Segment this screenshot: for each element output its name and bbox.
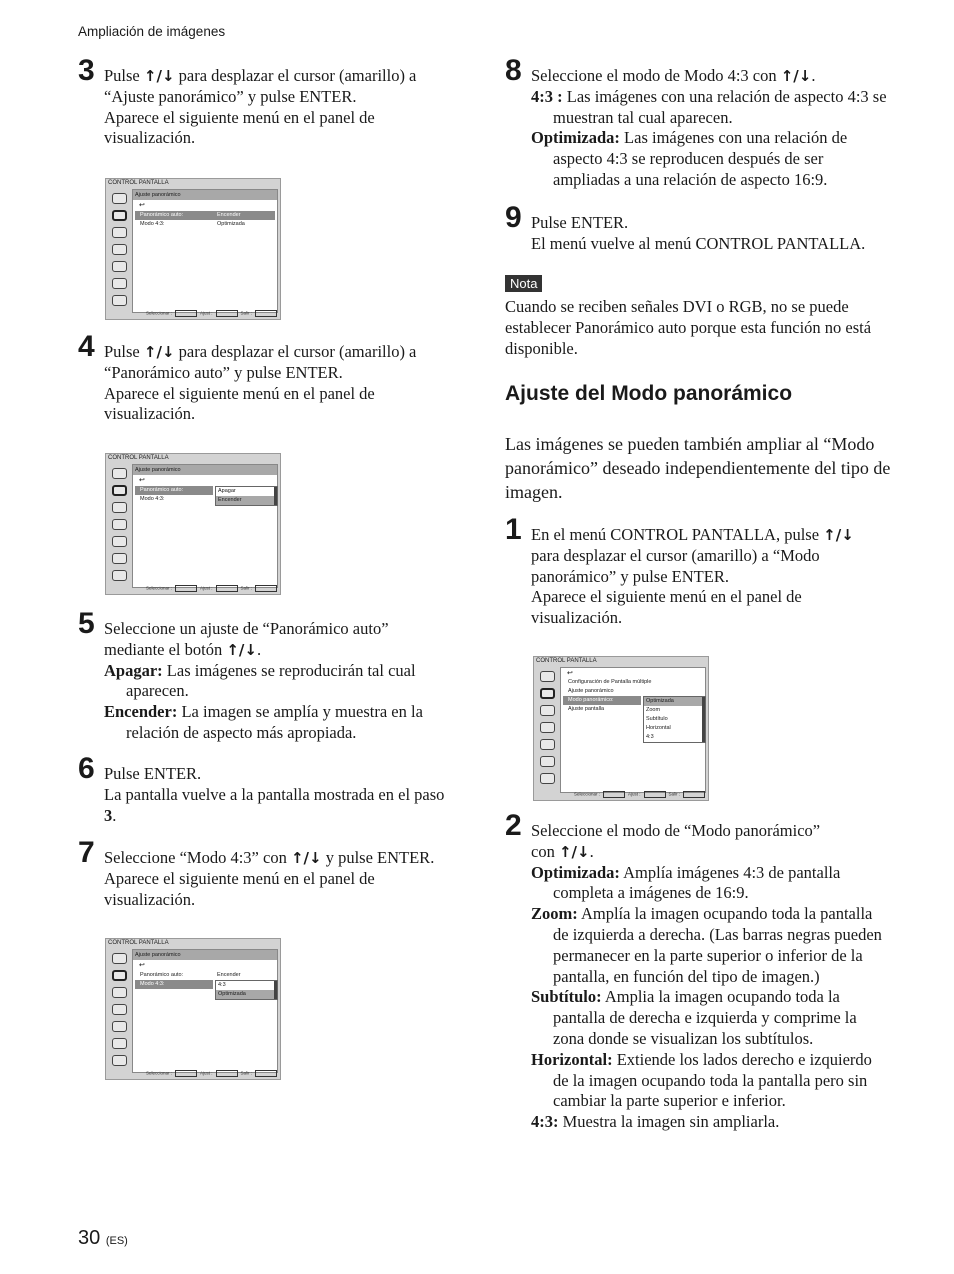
section-title: Ajuste del Modo panorámico bbox=[505, 382, 793, 405]
step-b1: 1 En el menú CONTROL PANTALLA, pulse ↑/↓ para desplazar el cursor (amarillo) a “Modo panorámico” y pulse ENTER. Aparece el siguiente menú en el panel de visualización. bbox=[505, 513, 854, 628]
step-6: 6 Pulse ENTER. La pantalla vuelve a la pantalla mostrada en el paso 3. bbox=[78, 752, 445, 825]
screen-icon bbox=[540, 688, 555, 699]
menu-icon bbox=[112, 502, 127, 513]
screen-icon bbox=[112, 485, 127, 496]
osd-row-auto: Panorámico auto: bbox=[135, 486, 213, 495]
osd-footer: Seleccionar : Ajust : Salir : bbox=[146, 1070, 280, 1077]
osd-menu-ajuste-panoramico: CONTROL PANTALLA Ajuste panorámico ↩ Panorámico auto: Encender Modo 4:3: Optimizada Seleccionar : Ajust : Salir : bbox=[105, 178, 281, 320]
menu-icon bbox=[112, 536, 127, 547]
osd-footer: Seleccionar : Ajust : Salir : bbox=[146, 310, 280, 317]
back-icon: ↩ bbox=[139, 477, 145, 484]
step-number: 9 bbox=[505, 201, 522, 234]
menu-icon bbox=[540, 722, 555, 733]
section-intro: Las imágenes se pueden también ampliar al “Modo panorámico” deseado independientemente del tipo de imagen. bbox=[505, 434, 891, 502]
menu-icon bbox=[112, 468, 127, 479]
osd-dropdown: Optimizada Zoom Subtítulo Horizontal 4:3 bbox=[643, 696, 706, 743]
osd-row-multi: Configuración de Pantalla múltiple bbox=[568, 679, 652, 685]
osd-menu-panoramico-auto: CONTROL PANTALLA Ajuste panorámico ↩ Panorámico auto: Modo 4:3: Apagar Encender Seleccionar : Ajust : Salir : bbox=[105, 453, 281, 595]
page-number: 30 (ES) bbox=[78, 1227, 128, 1249]
osd-row-mode43: Modo 4:3: Optimizada bbox=[140, 221, 245, 227]
menu-icon bbox=[112, 1004, 127, 1015]
step-4: 4 Pulse ↑/↓ para desplazar el cursor (amarillo) a “Panorámico auto” y pulse ENTER. Aparece el siguiente menú en el panel de visualización. bbox=[78, 330, 417, 424]
menu-icon bbox=[112, 953, 127, 964]
back-icon: ↩ bbox=[139, 202, 145, 209]
note-text: Cuando se reciben señales DVI o RGB, no se puede establecer Panorámico auto porque esta función no está disponible. bbox=[505, 297, 872, 358]
screen-icon bbox=[112, 210, 127, 221]
osd-menu-modo-panoramico: CONTROL PANTALLA ↩ Configuración de Pantalla múltiple Ajuste panorámico Modo panorámico: Ajuste pantalla Optimizada Zoom Subtítulo Horizontal 4:3 Seleccionar : Ajust : Salir : bbox=[533, 656, 709, 801]
step-8: 8 Seleccione el modo de Modo 4:3 con ↑/↓. 4:3 : Las imágenes con una relación de aspecto 4:3 se muestran tal cual aparecen. Optimizada: Las imágenes con una relación de aspecto 4:3 se reproducen después de ser ampliadas a una relación de aspecto 16:9. bbox=[505, 54, 887, 189]
step-5: 5 Seleccione un ajuste de “Panorámico auto” mediante el botón ↑/↓. Apagar: Las imágenes se reproducirán tal cual aparecen. Encender: La imagen se amplía y muestra en la relación de aspecto más apropiada. bbox=[78, 607, 423, 742]
osd-dropdown: 4:3 Optimizada bbox=[215, 980, 278, 1000]
up-down-arrow-icon: ↑/↓ bbox=[823, 526, 854, 544]
osd-footer: Seleccionar : Ajust : Salir : bbox=[574, 791, 708, 798]
up-down-arrow-icon: ↑/↓ bbox=[226, 640, 257, 659]
back-icon: ↩ bbox=[139, 962, 145, 969]
menu-icon bbox=[112, 227, 127, 238]
step-7: 7 Seleccione “Modo 4:3” con ↑/↓ y pulse ENTER. Aparece el siguiente menú en el panel de visualización. bbox=[78, 836, 435, 909]
scrollbar bbox=[274, 981, 277, 999]
step-number: 8 bbox=[505, 54, 522, 87]
osd-footer: Seleccionar : Ajust : Salir : bbox=[146, 585, 280, 592]
osd-row-modopan: Modo panorámico: bbox=[563, 696, 641, 705]
menu-icon bbox=[112, 1038, 127, 1049]
menu-icon bbox=[112, 295, 127, 306]
osd-icon-column bbox=[109, 949, 131, 1073]
back-icon: ↩ bbox=[567, 670, 573, 677]
osd-row-auto: Panorámico auto: Encender bbox=[135, 211, 275, 220]
step-number: 2 bbox=[505, 809, 522, 842]
osd-row-ajpan: Ajuste panorámico bbox=[568, 688, 614, 694]
osd-icon-column bbox=[109, 189, 131, 313]
menu-icon bbox=[540, 671, 555, 682]
step-number: 6 bbox=[78, 752, 95, 785]
osd-row-ajpantalla: Ajuste pantalla bbox=[568, 706, 605, 712]
menu-icon bbox=[540, 705, 555, 716]
menu-icon bbox=[112, 1055, 127, 1066]
note-label: Nota bbox=[505, 275, 542, 292]
step-number: 4 bbox=[78, 330, 95, 363]
menu-icon bbox=[112, 1021, 127, 1032]
menu-icon bbox=[112, 244, 127, 255]
osd-menu-modo-43: CONTROL PANTALLA Ajuste panorámico ↩ Panorámico auto: Encender Modo 4:3: 4:3 Optimizada Seleccionar : Ajust : Salir : bbox=[105, 938, 281, 1080]
menu-icon bbox=[112, 261, 127, 272]
menu-icon bbox=[112, 570, 127, 581]
screen-icon bbox=[112, 970, 127, 981]
step-b2: 2 Seleccione el modo de “Modo panorámico” con ↑/↓. Optimizada: Amplía imágenes 4:3 de pantalla completa a imágenes de 16:9. Zoom: Amplía la imagen ocupando toda la pantalla de izquierda a derecha. (Las barras negras pueden permanecer en la parte superior o inferior de la pantalla, en función del tipo de imagen.) Subtítulo: Amplia la imagen ocupando toda la pantalla de derecha e izquierda y comprime la zona donde se visualizan los subtítulos. Horizontal: Extiende los lados derecho e izquierdo de la imagen ocupando toda la pantalla pero sin cambiar la parte superior e inferior. 4:3: Muestra la imagen sin ampliarla. bbox=[505, 809, 882, 1132]
step-number: 5 bbox=[78, 607, 95, 640]
menu-icon bbox=[112, 553, 127, 564]
up-down-arrow-icon: ↑/↓ bbox=[143, 67, 175, 85]
step-number: 7 bbox=[78, 836, 95, 869]
osd-icon-column bbox=[109, 464, 131, 588]
up-down-arrow-icon: ↑/↓ bbox=[780, 67, 812, 85]
step-number: 1 bbox=[505, 513, 522, 546]
menu-icon bbox=[540, 739, 555, 750]
osd-row-mode43: Modo 4:3: bbox=[140, 496, 165, 502]
menu-icon bbox=[540, 756, 555, 767]
scrollbar bbox=[274, 487, 277, 505]
osd-row-auto: Panorámico auto: Encender bbox=[140, 972, 241, 978]
step-3: 3 Pulse ↑/↓ para desplazar el cursor (amarillo) a “Ajuste panorámico” y pulse ENTER. Aparece el siguiente menú en el panel de visualización. bbox=[78, 54, 417, 148]
osd-row-mode43: Modo 4:3: bbox=[135, 980, 213, 989]
menu-icon bbox=[112, 193, 127, 204]
up-down-arrow-icon: ↑/↓ bbox=[290, 849, 322, 867]
up-down-arrow-icon: ↑/↓ bbox=[143, 343, 175, 361]
menu-icon bbox=[112, 278, 127, 289]
osd-dropdown: Apagar Encender bbox=[215, 486, 278, 506]
up-down-arrow-icon: ↑/↓ bbox=[558, 842, 590, 861]
page-header: Ampliación de imágenes bbox=[78, 24, 226, 39]
menu-icon bbox=[112, 987, 127, 998]
menu-icon bbox=[540, 773, 555, 784]
step-number: 3 bbox=[78, 54, 95, 87]
menu-icon bbox=[112, 519, 127, 530]
scrollbar bbox=[702, 697, 705, 742]
step-9: 9 Pulse ENTER. El menú vuelve al menú CONTROL PANTALLA. bbox=[505, 201, 866, 253]
osd-icon-column bbox=[537, 667, 559, 791]
